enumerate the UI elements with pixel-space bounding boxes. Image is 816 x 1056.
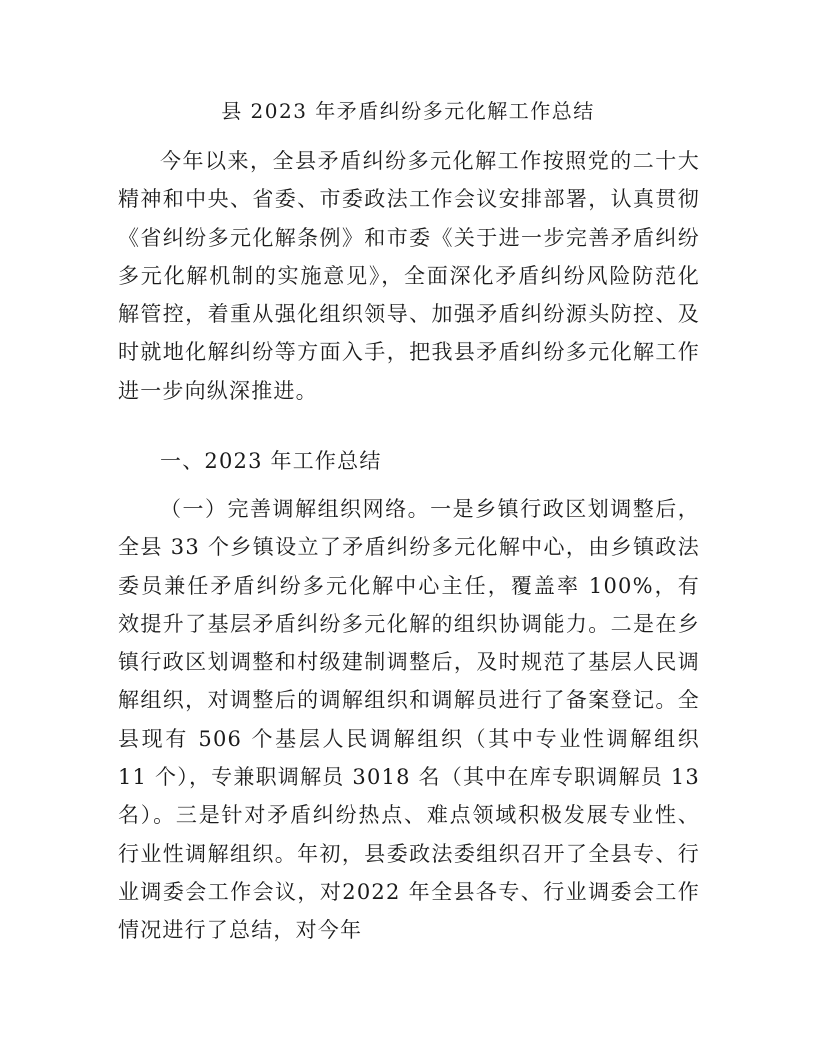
intro-paragraph: 今年以来，全县矛盾纠纷多元化解工作按照党的二十大精神和中央、省委、市委政法工作会议安排部署，认真贯彻《省纠纷多元化解条例》和市委《关于进一步完善矛盾纠纷多元化解机制的实施意见》，全面深化矛盾纠纷风险防范化解管控，着重从强化组织领导、加强矛盾纠纷源头防控、及时就地化解纠纷等方面入手，把我县矛盾纠纷多元化解工作进一步向纵深推进。 [118,149,700,403]
section-heading: 一、2023 年工作总结 [160,449,382,473]
document-title: 县 2023 年矛盾纠纷多元化解工作总结 [221,99,595,123]
section-body-paragraph: （一）完善调解组织网络。一是乡镇行政区划调整后，全县 33 个乡镇设立了矛盾纠纷多元化解中心，由乡镇政法委员兼任矛盾纠纷多元化解中心主任，覆盖率 100%，有效提升了基层矛盾纠纷多元化解的组织协调能力。二是在乡镇行政区划调整和村级建制调整后，及时规范了基层人民调解组织，对调整后的调解组织和调解员进行了备案登记。全县现有 506 个基层人民调解组织（其中专业性调解组织 11 个），专兼职调解员 3018 名（其中在库专职调解员 13 名）。三是针对矛盾纠纷热点、难点领域积极发展专业性、行业性调解组织。年初，县委政法委组织召开了全县专、行业调委会工作会议，对2022 年全县各专、行业调委会工作情况进行了总结，对今年 [118,497,700,943]
